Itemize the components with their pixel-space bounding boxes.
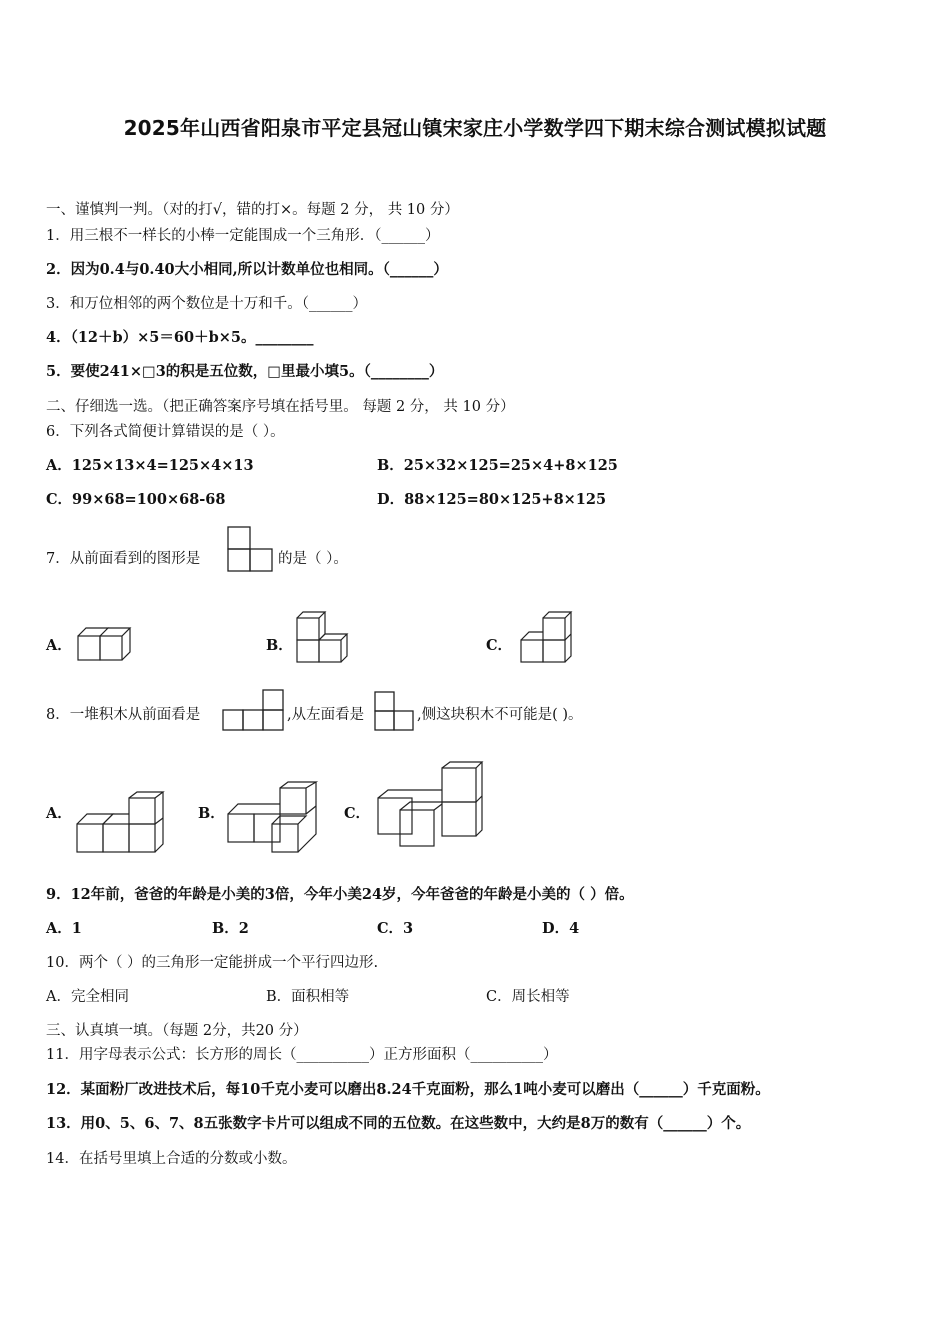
question-7-option-b: B．: [266, 637, 293, 654]
question-10-option-b: B．面积相等: [266, 989, 350, 1005]
question-8-front-view-figure: [221, 688, 287, 732]
question-8-option-c: C．: [344, 805, 371, 822]
question-9-option-d: D．4: [542, 920, 580, 937]
question-14: 14．在括号里填上合适的分数或小数。: [46, 1151, 297, 1167]
question-8-option-c-figure: [374, 760, 486, 850]
question-3: 3．和万位相邻的两个数位是十万和千。（______）: [46, 296, 367, 312]
question-12: 12．某面粉厂改进技术后，每10千克小麦可以磨出8.24千克面粉，那么1吨小麦可以磨出（______）千克面粉。: [46, 1081, 770, 1098]
question-6-option-b: B．25×32×125=25×4+8×125: [377, 457, 618, 474]
question-8-stem-pre: 8．一堆积木从前面看是: [46, 707, 201, 723]
question-9-option-c: C．3: [377, 920, 414, 937]
question-8-left-view-figure: [373, 690, 417, 734]
question-6-option-a: A．125×13×4=125×4×13: [46, 457, 254, 474]
question-10-stem: 10．两个（ ）的三角形一定能拼成一个平行四边形.: [46, 955, 379, 971]
question-10-option-a: A．完全相同: [46, 989, 129, 1005]
question-1: 1．用三根不一样长的小棒一定能围成一个三角形．（______）: [46, 228, 440, 244]
section1-heading: 一、谨慎判一判。（对的打√，错的打×。每题 2 分， 共 10 分）: [46, 202, 459, 218]
question-7-front-view-figure: [227, 526, 275, 574]
question-8-stem-mid: ,从左面看是: [287, 707, 365, 723]
question-7-stem-post: 的是（ ）。: [278, 551, 348, 567]
question-5: 5．要使241×□3的积是五位数，□里最小填5。（________）: [46, 363, 444, 380]
section3-heading: 三、认真填一填。（每题 2分，共20 分）: [46, 1023, 308, 1039]
question-8-option-a: A．: [46, 805, 72, 822]
question-6-option-c: C．99×68=100×68-68: [46, 491, 226, 508]
question-4: 4．（12＋b）×5＝60＋b×5。________: [46, 329, 314, 346]
question-7-stem-pre: 7．从前面看到的图形是: [46, 551, 201, 567]
question-7-option-c-figure: [517, 608, 575, 666]
question-7-option-a: A．: [46, 637, 72, 654]
question-7-option-b-figure: [293, 608, 351, 666]
question-10-option-c: C．周长相等: [486, 989, 570, 1005]
page-title: 2025年山西省阳泉市平定县冠山镇宋家庄小学数学四下期末综合测试模拟试题: [123, 116, 827, 140]
question-7-option-a-figure: [76, 622, 134, 664]
question-11: 11．用字母表示公式：长方形的周长（__________）正方形面积（__________）: [46, 1047, 558, 1063]
question-9-option-b: B．2: [212, 920, 249, 937]
question-2: 2．因为0.4与0.40大小相同,所以计数单位也相同。（______）: [46, 261, 448, 278]
section2-heading: 二、仔细选一选。（把正确答案序号填在括号里。 每题 2 分， 共 10 分）: [46, 399, 515, 415]
question-9-option-a: A．1: [46, 920, 82, 937]
question-7-option-c: C．: [486, 637, 513, 654]
question-8-option-b-figure: [226, 780, 324, 856]
question-8-stem-post: ,侧这块积木不可能是( )。: [417, 707, 583, 723]
question-8-option-a-figure: [75, 788, 167, 856]
question-6-stem: 6．下列各式简便计算错误的是（ ）。: [46, 424, 285, 440]
question-9-stem: 9．12年前，爸爸的年龄是小美的3倍，今年小美24岁，今年爸爸的年龄是小美的（ ）倍。: [46, 886, 634, 903]
question-6-option-d: D．88×125=80×125+8×125: [377, 491, 607, 508]
question-8-option-b: B．: [198, 805, 225, 822]
question-13: 13．用0、5、6、7、8五张数字卡片可以组成不同的五位数。在这些数中，大约是8万的数有（______）个。: [46, 1115, 751, 1132]
